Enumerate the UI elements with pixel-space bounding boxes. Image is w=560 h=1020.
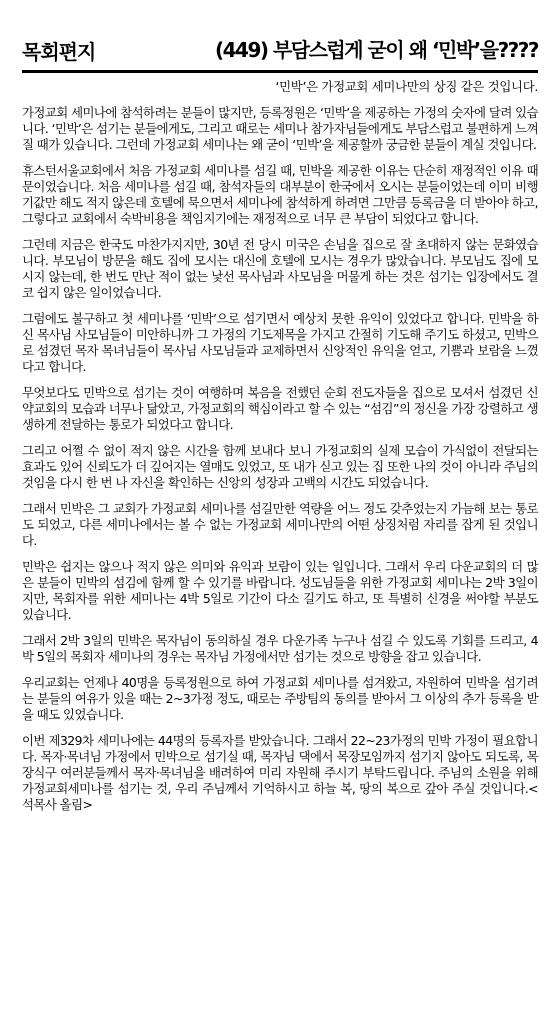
paragraph: 휴스턴서울교회에서 처음 가정교회 세미나를 섬길 때, 민박을 제공한 이유는 단순히 재정적인 이유 때문이었습니다. 처음 세미나를 섬길 때, 참석자들의 대부분이 한국에서 오시는 분들이었는데 이미 비행기값만 해도 적지 않은데 호텔에 묵으면서 세미나에 참석하게 하려면 그만큼 등록금을 더 받아야 하고, 그렇다고 교회에서 숙박비용을 책임지기에는 재정적으로 너무 큰 부담이 되었다고 합니다. [22, 163, 538, 226]
paragraph: 그래서 2박 3일의 민박은 목자님이 동의하실 경우 다운가족 누구나 섬길 수 있도록 기회를 드리고, 4박 5일의 목회자 세미나의 경우는 목자님 가정에서만 섬기는 것으로 방향을 잡고 있습니다. [22, 633, 538, 664]
letter-title: (449) 부담스럽게 굳이 왜 ‘민박’을???? [214, 38, 538, 62]
paragraph: 무엇보다도 민박으로 섬기는 것이 여행하며 복음을 전했던 순회 전도자들을 집으로 모셔서 섬겼던 신약교회의 모습과 너무나 닮았고, 가정교회의 핵심이라고 할 수 있는 “섬김”의 정신을 가장 강렬하고 생생하게 전달하는 통로가 되었다고 합니다. [22, 385, 538, 432]
paragraph: 가정교회 세미나에 참석하려는 분들이 많지만, 등록정원은 ‘민박’을 제공하는 가정의 숫자에 달려 있습니다. ‘민박’은 섬기는 분들에게도, 그리고 때로는 세미나 참가자님들에게도 부담스럽고 불편하게 느껴질 때가 있습니다. 그런데 가정교회 세미나는 왜 굳이 ‘민박’을 제공할까 궁금한 분들이 계실 것입니다. [22, 105, 538, 152]
paragraph: 민박은 쉽지는 않으나 적지 않은 의미와 유익과 보람이 있는 일입니다. 그래서 우리 다운교회의 더 많은 분들이 민박의 섬김에 함께 할 수 있기를 바랍니다. 성도님들을 위한 가정교회 세미나는 2박 3일이지만, 목회자를 위한 세미나는 4박 5일로 기간이 다소 길기도 하고, 또 특별히 신경을 써야할 부분도 있습니다. [22, 559, 538, 622]
paragraph: 그럼에도 불구하고 첫 세미나를 ‘민박’으로 섬기면서 예상치 못한 유익이 있었다고 합니다. 민박을 하신 목사님 사모님들이 미안하니까 그 가정의 기도제목을 가지고 간절히 기도해 주기도 하셨고, 민박으로 섬겼던 목자 목녀님들이 목사님 사모님들과 교제하면서 신앙적인 유익을 얻고, 기쁨과 보람을 느꼈다고 합니다. [22, 311, 538, 374]
pastoral-letter-page [22, 30, 538, 1010]
paragraph: 그래서 민박은 그 교회가 가정교회 세미나를 섬길만한 역량을 어느 정도 갖추었는지 가늠해 보는 통로도 되었고, 다른 세미나에서는 볼 수 없는 가정교회 세미나만의 어떤 상징처럼 자리를 잡게 된 것입니다. [22, 501, 538, 548]
section-label: 목회편지 [22, 40, 96, 64]
letter-header [22, 30, 538, 73]
paragraph: 이번 제329차 세미나에는 44명의 등록자를 받았습니다. 그래서 22~23가정의 민박 가정이 필요합니다. 목자·목녀님 가정에서 민박으로 섬기실 때, 목자님 댁에서 목장모임까지 섬기지 않아도 되도록, 목장식구 여러분들께서 목자·목녀님을 배려하여 미리 자원해 주시기 부탁드립니다. 주님의 소원을 위해 가정교회세미나를 섬기는 것, 우리 주님께서 기억하시고 하늘 복, 땅의 복으로 갚아 주실 것입니다.<석목사 올림> [22, 733, 538, 812]
paragraph: 그리고 어쩔 수 없이 적지 않은 시간을 함께 보내다 보니 가정교회의 실제 모습이 가식없이 전달되는 효과도 있어 신뢰도가 더 깊어지는 열매도 있었고, 또 내가 싣고 있는 집 또한 나의 것이 아니라 주님의 것임을 다시 한 번 나 자신을 확인하는 신앙의 성장과 고백의 시간도 되었습니다. [22, 443, 538, 490]
paragraph: 우리교회는 언제나 40명을 등록정원으로 하여 가정교회 세미나를 섬겨왔고, 자원하여 민박을 섬기려는 분들의 여유가 있을 때는 2~3가정 정도, 때로는 주방팀의 동의를 받아서 그 이상의 추가 등록을 받을 때도 있었습니다. [22, 675, 538, 722]
letter-subtitle: ‘민박’은 가정교회 세미나만의 상징 같은 것입니다. [275, 79, 538, 94]
letter-body [22, 105, 538, 813]
paragraph: 그런데 지금은 한국도 마찬가지지만, 30년 전 당시 미국은 손님을 집으로 잘 초대하지 않는 문화였습니다. 부모님이 방문을 해도 집에 모시는 대신에 호텔에 모시는 경우가 많았습니다. 부모님도 집에 모시지 않는데, 한 번도 만난 적이 없는 낯선 목사님과 사모님을 머물게 하는 것은 섬기는 입장에서도 결코 쉽지 않은 일이었습니다. [22, 237, 538, 300]
